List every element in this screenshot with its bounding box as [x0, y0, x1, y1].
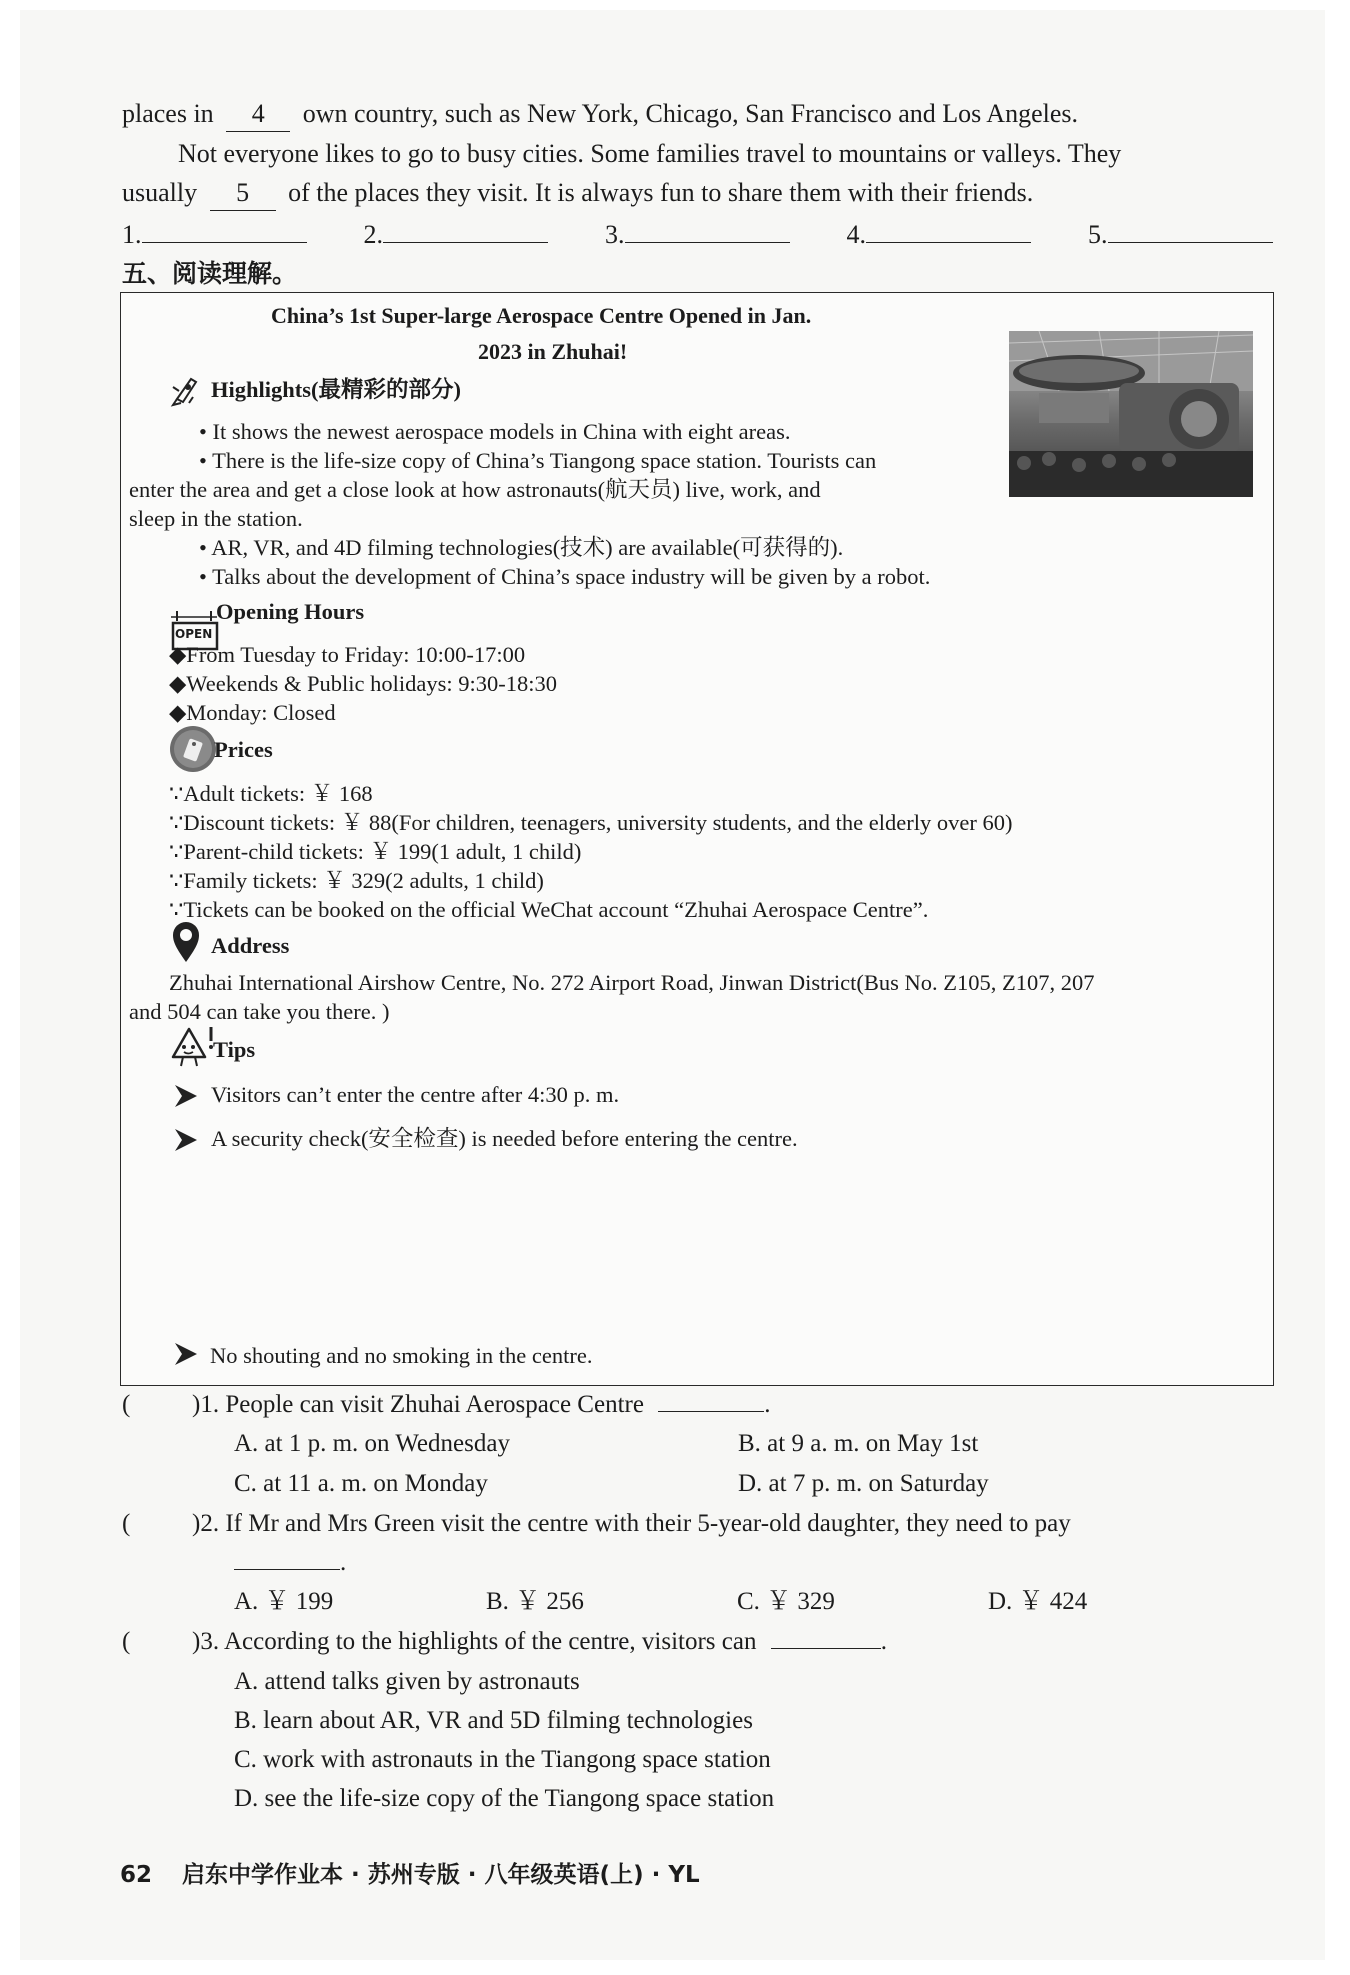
- open-sign-text: OPEN: [175, 627, 213, 641]
- arrow-bullet-icon: [173, 1341, 199, 1367]
- address-heading: Address: [211, 933, 290, 958]
- q1-option-a[interactable]: A. at 1 p. m. on Wednesday: [234, 1430, 510, 1457]
- highlight-3: • AR, VR, and 4D filming technologies(技术) are available(可获得的).: [199, 535, 844, 560]
- price-item-2: ∵Discount tickets: ￥ 88(For children, teenagers, university students, and the elderly over 60): [169, 810, 1013, 835]
- passage-text: own country, such as New York, Chicago, San Francisco and Los Angeles.: [302, 99, 1079, 128]
- opening-item-1: ◆From Tuesday to Friday: 10:00-17:00: [169, 642, 526, 667]
- section-title: 五、阅读理解。: [122, 259, 298, 288]
- passage-line-2: Not everyone likes to go to busy cities. Some families travel to mountains or valleys. They: [178, 139, 1122, 168]
- opening-item-2: ◆Weekends & Public holidays: 9:30-18:30: [169, 671, 557, 696]
- q2-blank-line: .: [234, 1547, 346, 1579]
- rocket-icon: [169, 373, 201, 407]
- passage-text: usually: [122, 178, 198, 207]
- q1-option-c[interactable]: C. at 11 a. m. on Monday: [234, 1470, 488, 1497]
- coin-tag-icon: [169, 725, 217, 773]
- tip-item-3: No shouting and no smoking in the centre.: [210, 1343, 593, 1368]
- q3-option-b[interactable]: B. learn about AR, VR and 5D filming technologies: [234, 1707, 753, 1734]
- opening-item-3: ◆Monday: Closed: [169, 700, 336, 725]
- q1-blank[interactable]: [658, 1411, 764, 1412]
- q3-option-d[interactable]: D. see the life-size copy of the Tiangong space station: [234, 1785, 775, 1812]
- opening-hours-heading: Opening Hours: [216, 599, 365, 624]
- answer-label-3: 3.: [605, 220, 625, 249]
- q2-stem: )2. If Mr and Mrs Green visit the centre with their 5-year-old daughter, they need to pay: [192, 1510, 1071, 1537]
- article-title-line-2: 2023 in Zhuhai!: [478, 339, 628, 364]
- arrow-bullet-icon: [173, 1083, 199, 1109]
- tip-item-2: A security check(安全检查) is needed before entering the centre.: [211, 1126, 798, 1151]
- tips-heading: Tips: [213, 1037, 256, 1062]
- space-station-photo: [1009, 331, 1253, 497]
- prices-heading: Prices: [214, 737, 273, 762]
- q1-paren: (: [122, 1391, 131, 1418]
- q2-option-d[interactable]: D. ￥ 424: [988, 1588, 1088, 1615]
- blank-5: 5: [210, 176, 276, 211]
- answer-label-1: 1.: [122, 220, 142, 249]
- answer-label-4: 4.: [846, 220, 866, 249]
- answer-label-2: 2.: [363, 220, 383, 249]
- q3-blank[interactable]: [771, 1648, 881, 1649]
- footer: [120, 1856, 700, 1889]
- location-pin-icon: [171, 921, 201, 963]
- highlight-2-line-3: sleep in the station.: [129, 506, 303, 531]
- highlight-1: • It shows the newest aerospace models in China with eight areas.: [199, 419, 791, 444]
- answer-row: [122, 218, 1273, 252]
- address-line-2: and 504 can take you there. ): [129, 999, 390, 1024]
- passage-text: places in: [122, 99, 214, 128]
- q2-option-a[interactable]: A. ￥ 199: [234, 1588, 334, 1615]
- highlights-heading: Highlights(最精彩的部分): [211, 377, 462, 402]
- answer-blank-2[interactable]: [383, 218, 548, 243]
- q2-paren: (: [122, 1510, 131, 1537]
- q1-option-d[interactable]: D. at 7 p. m. on Saturday: [738, 1470, 989, 1497]
- q3-option-c[interactable]: C. work with astronauts in the Tiangong space station: [234, 1746, 771, 1773]
- q1-stem-text: )1. People can visit Zhuhai Aerospace Centre: [192, 1391, 644, 1418]
- answer-label-5: 5.: [1088, 220, 1108, 249]
- q2-option-c[interactable]: C. ￥ 329: [737, 1588, 835, 1615]
- passage-line-1: [122, 97, 1078, 132]
- answer-blank-3[interactable]: [625, 218, 790, 243]
- page-number: 62: [120, 1862, 153, 1888]
- tip-item-1: Visitors can’t enter the centre after 4:30 p. m.: [211, 1082, 620, 1107]
- q3-option-a[interactable]: A. attend talks given by astronauts: [234, 1668, 580, 1695]
- arrow-bullet-icon: [173, 1127, 199, 1153]
- price-item-1: ∵Adult tickets: ￥ 168: [169, 781, 373, 806]
- article-box: [120, 292, 1274, 1386]
- highlight-4: • Talks about the development of China’s space industry will be given by a robot.: [199, 564, 931, 589]
- q3-paren: (: [122, 1628, 131, 1655]
- q1-stem: )1. People can visit Zhuhai Aerospace Centre .: [192, 1391, 771, 1418]
- price-item-3: ∵Parent-child tickets: ￥ 199(1 adult, 1 child): [169, 839, 582, 864]
- passage-line-3: [122, 176, 1033, 211]
- q2-blank[interactable]: [234, 1569, 340, 1570]
- price-item-4: ∵Family tickets: ￥ 329(2 adults, 1 child): [169, 868, 544, 893]
- address-line-1: Zhuhai International Airshow Centre, No. 272 Airport Road, Jinwan District(Bus No. Z105, Z107, 207: [169, 970, 1095, 995]
- answer-blank-4[interactable]: [866, 218, 1031, 243]
- passage-text: of the places they visit. It is always fun to share them with their friends.: [288, 178, 1034, 207]
- tips-character-icon: [169, 1023, 219, 1069]
- article-title-line-1: China’s 1st Super-large Aerospace Centre Opened in Jan.: [271, 303, 812, 328]
- price-item-5: ∵Tickets can be booked on the official WeChat account “Zhuhai Aerospace Centre”.: [169, 897, 929, 922]
- answer-blank-5[interactable]: [1108, 218, 1273, 243]
- answer-blank-1[interactable]: [142, 218, 307, 243]
- book-title: 启东中学作业本 · 苏州专版 · 八年级英语(上) · YL: [182, 1862, 700, 1888]
- q3-stem: )3. According to the highlights of the centre, visitors can .: [192, 1628, 887, 1655]
- q2-option-b[interactable]: B. ￥ 256: [486, 1588, 584, 1615]
- blank-4: 4: [226, 97, 290, 132]
- q1-option-b[interactable]: B. at 9 a. m. on May 1st: [738, 1430, 979, 1457]
- highlight-2-line-1: • There is the life-size copy of China’s Tiangong space station. Tourists can: [199, 448, 877, 473]
- highlight-2-line-2: enter the area and get a close look at how astronauts(航天员) live, work, and: [129, 477, 821, 502]
- q3-stem-text: )3. According to the highlights of the centre, visitors can: [192, 1628, 757, 1655]
